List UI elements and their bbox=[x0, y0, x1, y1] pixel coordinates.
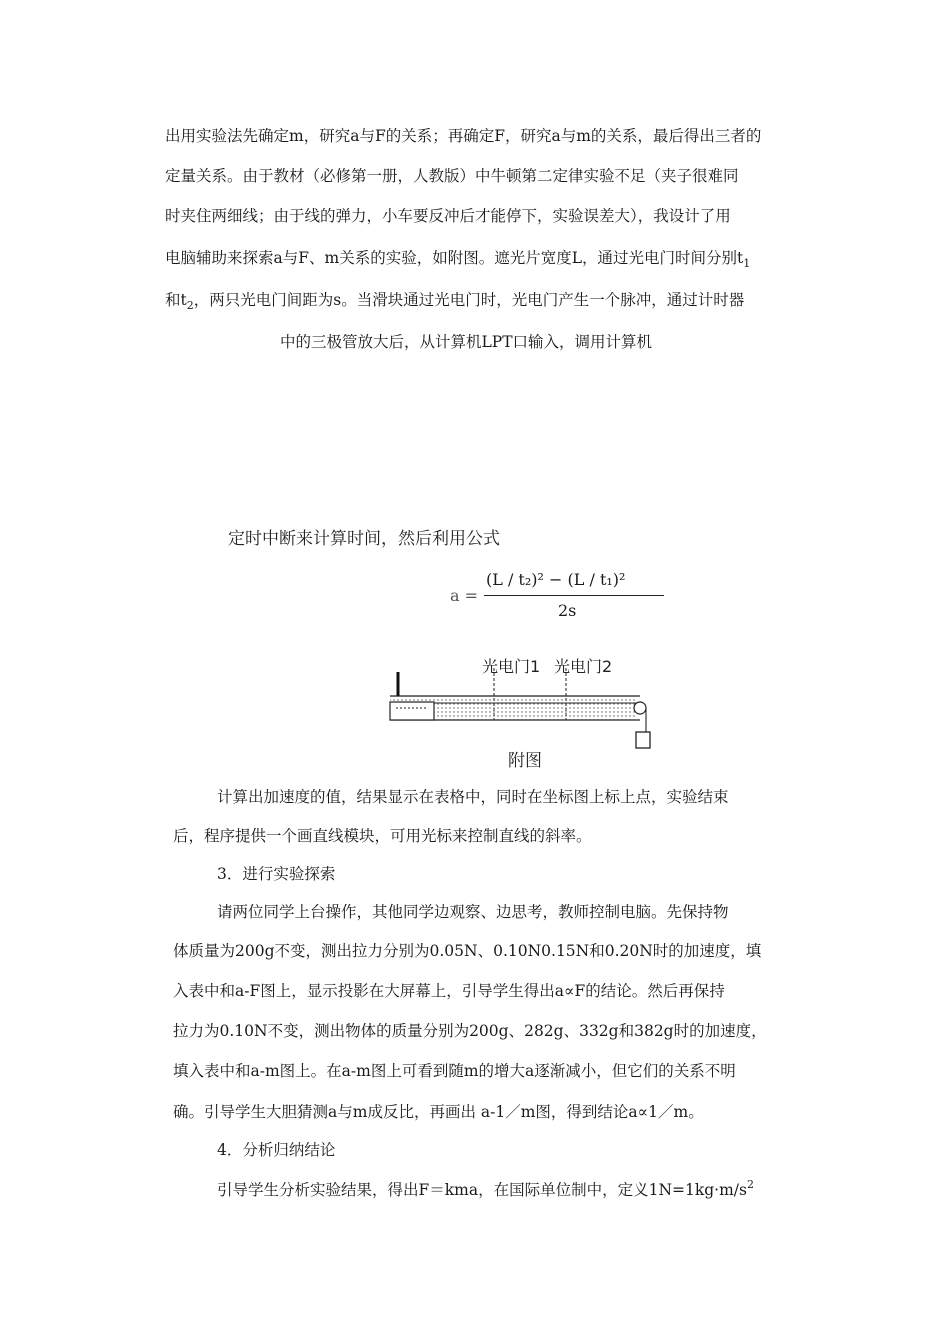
formula-numerator: (L / t₂)² − (L / t₁)² bbox=[486, 570, 626, 589]
subscript-t2: 2 bbox=[186, 299, 194, 312]
paragraph-1-line-4 bbox=[165, 248, 750, 268]
paragraph-1-line-5-end: ，两只光电门间距为s。当滑块通过光电门时，光电门产生一个脉冲，通过计时器 bbox=[193, 291, 745, 309]
paragraph-2-line-1: 计算出加速度的值，结果显示在表格中，同时在坐标图上标上点，实验结束 bbox=[217, 788, 729, 806]
experiment-figure bbox=[220, 518, 660, 771]
paragraph-4-line-1-text: 引导学生分析实验结果，得出F＝kma，在国际单位制中，定义1N=1kg·m/s bbox=[217, 1181, 747, 1199]
paragraph-1-line-6: 中的三极管放大后，从计算机LPT口输入，调用计算机 bbox=[280, 333, 653, 351]
paragraph-1-line-3: 时夹住两细线；由于线的弹力，小车要反冲后才能停下，实验误差大），我设计了用 bbox=[165, 207, 731, 225]
paragraph-3-line-3: 入表中和a-F图上，显示投影在大屏幕上，引导学生得出a∝F的结论。然后再保持 bbox=[173, 982, 725, 1000]
hanging-weight bbox=[636, 732, 650, 748]
section-3-heading: 3．进行实验探索 bbox=[217, 865, 336, 883]
pulley bbox=[634, 702, 646, 732]
figure-title: 附图 bbox=[508, 751, 542, 771]
superscript-2: 2 bbox=[746, 1178, 754, 1191]
paragraph-1-line-2: 定量关系。由于教材（必修第一册，人教版）中牛顿第二定律实验不足（夹子很难同 bbox=[165, 167, 739, 185]
paragraph-1-line-4-text: 电脑辅助来探索a与F、m关系的实验，如附图。遮光片宽度L，通过光电门时间分别t bbox=[165, 249, 744, 267]
gate-1-label: 光电门1 bbox=[482, 657, 541, 676]
paragraph-4-line-1 bbox=[217, 1180, 754, 1200]
section-4-heading: 4．分析归纳结论 bbox=[217, 1141, 336, 1159]
paragraph-2-line-2: 后，程序提供一个画直线模块，可用光标来控制直线的斜率。 bbox=[173, 827, 592, 845]
paragraph-3-line-4: 拉力为0.10N不变，测出物体的质量分别为200g、282g、332g和382g时的加速度， bbox=[173, 1022, 767, 1040]
formula-lhs: a = bbox=[450, 586, 479, 605]
subscript-t1: 1 bbox=[743, 257, 751, 270]
paragraph-1-line-1: 出用实验法先确定m，研究a与F的关系；再确定F，研究a与m的关系，最后得出三者的 bbox=[165, 127, 762, 145]
paragraph-1-line-5 bbox=[165, 290, 744, 310]
paragraph-3-line-6: 确。引导学生大胆猜测a与m成反比，再画出 a-1／m图，得到结论a∝1／m。 bbox=[173, 1103, 704, 1121]
paragraph-3-line-2: 体质量为200g不变，测出拉力分别为0.05N、0.10N0.15N和0.20N时的加速度，填 bbox=[173, 942, 762, 960]
gate-2-label: 光电门2 bbox=[554, 657, 613, 676]
paragraph-1-line-5-start: 和t bbox=[165, 291, 187, 309]
paragraph-3-line-5: 填入表中和a-m图上。在a-m图上可看到随m的增大a逐渐减小，但它们的关系不明 bbox=[173, 1062, 736, 1080]
formula-denominator: 2s bbox=[558, 601, 577, 620]
paragraph-3-line-1: 请两位同学上台操作，其他同学边观察、边思考，教师控制电脑。先保持物 bbox=[217, 903, 729, 921]
apparatus-drawing bbox=[220, 518, 660, 768]
figure-caption: 定时中断来计算时间，然后利用公式 bbox=[228, 529, 500, 549]
